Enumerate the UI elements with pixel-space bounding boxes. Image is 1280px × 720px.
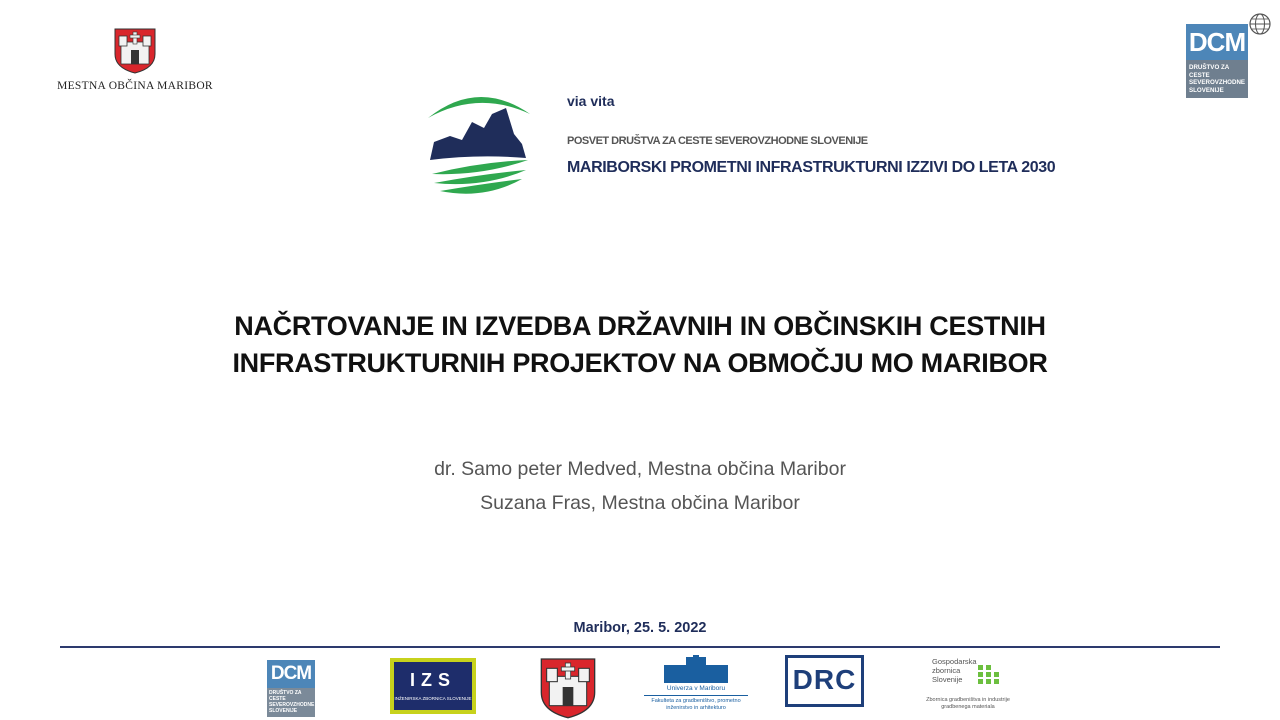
footer-maribor-crest-icon xyxy=(537,655,599,719)
world-road-association-icon xyxy=(1248,12,1272,36)
footer-dcm-logo xyxy=(267,660,315,717)
presentation-date: Maribor, 25. 5. 2022 xyxy=(573,620,707,636)
university-name: Univerza v Mariboru xyxy=(666,685,726,692)
footer-drc-word: DRC xyxy=(792,664,857,695)
university-divider xyxy=(644,695,748,696)
gzs-subtitle: Zbornica gradbeništva in industrije gradbenega materiala xyxy=(926,697,1010,710)
university-faculty: Fakulteta za gradbeništvo, prometno inženirstvo in arhitekturo xyxy=(651,698,741,711)
university-building-icon xyxy=(640,655,752,685)
authors xyxy=(340,452,940,520)
municipality-logo xyxy=(50,26,220,92)
municipality-label: MESTNA OBČINA MARIBOR xyxy=(57,80,213,92)
footer-drc-logo xyxy=(785,655,864,707)
author: dr. Samo peter Medved, Mestna občina Maribor xyxy=(434,458,846,480)
footer-university-logo xyxy=(640,655,752,717)
via-vita-logo-icon xyxy=(422,84,534,200)
conference-subtitle: POSVET DRUŠTVA ZA CESTE SEVEROVZHODNE SLOVENIJE xyxy=(567,135,868,147)
footer-dcm-word: DCM xyxy=(267,660,315,688)
brand-name: via vita xyxy=(567,93,615,109)
divider xyxy=(60,646,1220,648)
presentation-title xyxy=(140,308,1140,382)
conference-info xyxy=(567,93,1127,177)
conference-title: MARIBORSKI PROMETNI INFRASTRUKTURNI IZZIVI DO LETA 2030 xyxy=(567,159,1056,176)
dcm-logo xyxy=(1186,24,1248,98)
footer-izs-subtitle: INŽENIRSKA ZBORNICA SLOVENIJE xyxy=(394,696,472,701)
gzs-title: Gospodarska zbornica Slovenije xyxy=(932,657,977,684)
maribor-crest-icon xyxy=(112,26,158,74)
footer-izs-logo xyxy=(390,658,476,714)
dcm-logo-subtitle: DRUŠTVO ZA CESTE SEVEROVZHODNE SLOVENIJE xyxy=(1189,64,1246,94)
author: Suzana Fras, Mestna občina Maribor xyxy=(480,492,800,514)
footer-gzs-logo xyxy=(918,657,1018,717)
presentation-title-line: NAČRTOVANJE IN IZVEDBA DRŽAVNIH IN OBČINSKIH CESTNIH xyxy=(234,311,1046,341)
footer-izs-word: IZS xyxy=(409,670,456,690)
dcm-logo-word: DCM xyxy=(1186,24,1248,60)
presentation-title-line: INFRASTRUKTURNIH PROJEKTOV NA OBMOČJU MO MARIBOR xyxy=(232,348,1048,378)
gzs-grid-icon xyxy=(978,665,1000,689)
footer-dcm-subtitle: DRUŠTVO ZA CESTE SEVEROVZHODNE SLOVENIJE xyxy=(269,690,315,714)
